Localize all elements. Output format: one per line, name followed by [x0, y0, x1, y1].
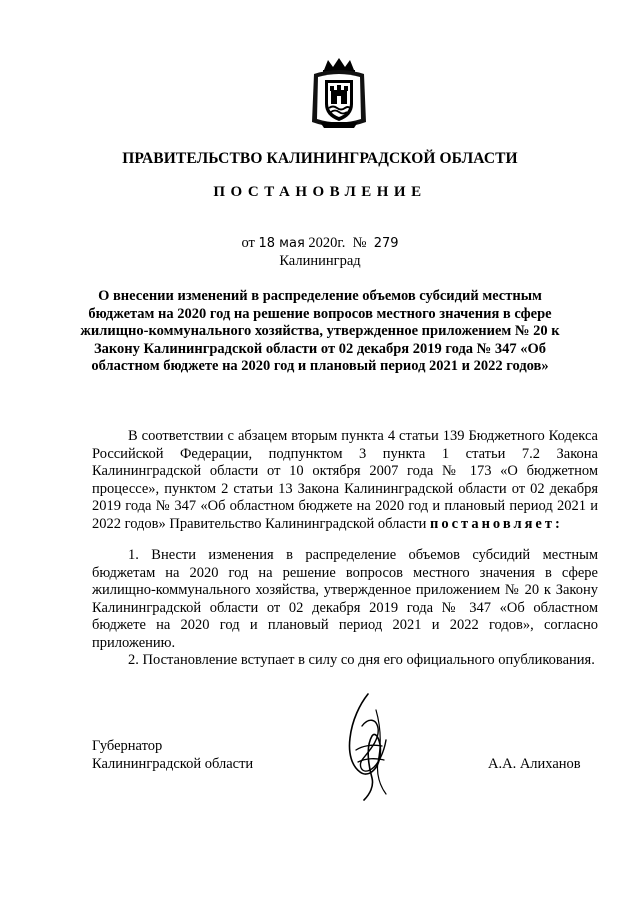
handwritten-signature-icon [338, 690, 396, 805]
document-number: 279 [373, 236, 399, 251]
signatory-position [92, 738, 253, 773]
date-prefix: от [241, 235, 255, 251]
item-2-paragraph: 2. Постановление вступает в силу со дня его официального опубликования. [128, 652, 595, 668]
preamble-paragraph [92, 428, 598, 534]
position-line-2: Калининградской области [92, 755, 254, 772]
document-year: 2020 [308, 235, 338, 251]
document-type: ПОСТАНОВЛЕНИЕ [213, 184, 427, 200]
document-date: 18 мая [258, 236, 305, 251]
document-city: Калининград [279, 253, 361, 269]
preamble-text: В соответствии с абзацем вторым пункта 4 статьи 139 Бюджетного Кодекса Российской Федерации, подпунктом 3 пункта 1 статьи 7.2 Закона Калининградской области от 10 октября 2007 года № 173 «О бюджетном процессе», пунктом 2 статьи 13 Закона Калининградской области от 02 декабря 2019 года № 347 «Об областном бюджете на 2020 год и плановый период 2021 и 2022 годов» Правительство Калининградской области [92, 428, 598, 532]
number-sign: № [352, 235, 367, 251]
coat-of-arms-icon [310, 56, 368, 132]
organization-title: ПРАВИТЕЛЬСТВО КАЛИНИНГРАДСКОЙ ОБЛАСТИ [122, 150, 518, 167]
document-subject: О внесении изменений в распределение объемов субсидий местным бюджетам на 2020 год на решение вопросов местного значения в сфере жилищно-коммунального хозяйства, утвержденное приложением № 20 к Закону Калининградской области от 02 декабря 2019 года № 347 «Об областном бюджете на 2020 год и плановый период 2021 и 2022 годов» [80, 288, 560, 375]
position-line-1: Губернатор [92, 738, 163, 754]
resolves-keyword: постановляет: [429, 515, 563, 532]
signatory-name: А.А. Алиханов [488, 756, 581, 772]
year-suffix: г. [337, 235, 346, 251]
item-1-paragraph: 1. Внести изменения в распределение объемов субсидий местным бюджетам на 2020 год на решение вопросов местного значения в сфере жилищно-коммунального хозяйства, утвержденное приложением № 20 к Закону Калининградской области от 02 декабря 2019 года № 347 «Об областном бюджете на 2020 год и плановый период 2021 и 2022 годов», согласно приложению. [92, 547, 598, 651]
document-dateline [60, 235, 580, 252]
